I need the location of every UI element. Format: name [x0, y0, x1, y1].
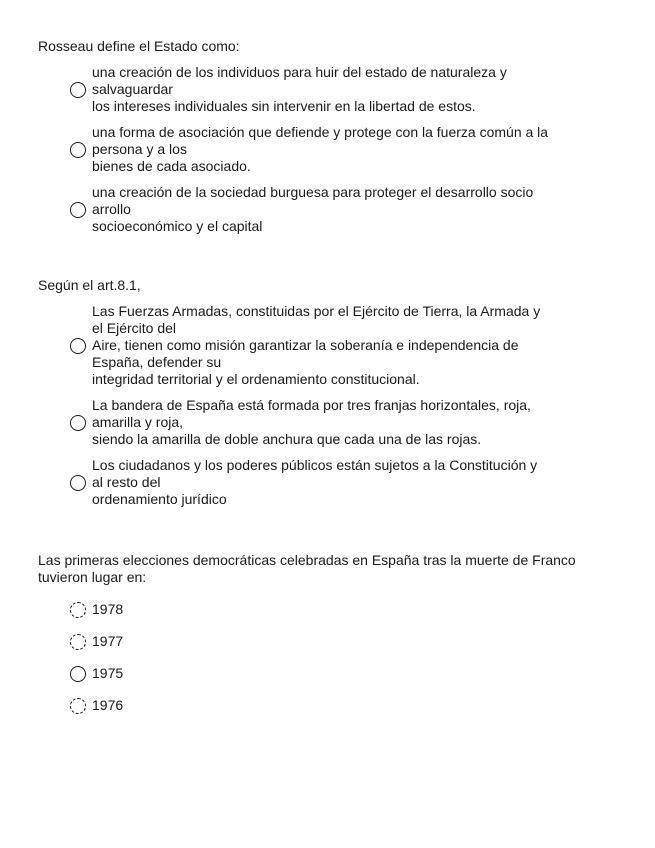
radio-button[interactable]: [70, 698, 86, 714]
question-text: Rosseau define el Estado como:: [38, 38, 240, 54]
radio-button[interactable]: [70, 602, 86, 618]
answer-option[interactable]: [70, 601, 628, 618]
radio-button[interactable]: [70, 634, 86, 650]
answer-text: 1976: [92, 697, 124, 713]
radio-button[interactable]: [70, 338, 86, 354]
answer-text: una forma de asociación que defiende y protege con la fuerza común a la persona y a los bienes de cada asociado.: [92, 124, 549, 174]
answer-option[interactable]: [70, 64, 628, 115]
answer-text: una creación de la sociedad burguesa para proteger el desarrollo socio arrollo socioeconómico y el capital: [92, 184, 534, 234]
answer-option[interactable]: [70, 633, 628, 650]
answer-option[interactable]: [70, 397, 628, 448]
answer-text: Las Fuerzas Armadas, constituidas por el Ejército de Tierra, la Armada y el Ejército del Aire, tienen como misión garantizar la soberanía e independencia de España, defender su integridad territorial y el ordenamiento constitucional.: [92, 303, 541, 387]
radio-button[interactable]: [70, 202, 86, 218]
answer-option[interactable]: [70, 697, 628, 714]
radio-button[interactable]: [70, 82, 86, 98]
answer-options: [38, 64, 628, 235]
radio-button[interactable]: [70, 415, 86, 431]
answer-text: Los ciudadanos y los poderes públicos están sujetos a la Constitución y al resto del ordenamiento jurídico: [92, 457, 538, 507]
radio-button[interactable]: [70, 666, 86, 682]
radio-button[interactable]: [70, 142, 86, 158]
question-text: Las primeras elecciones democráticas celebradas en España tras la muerte de Franco tuvieron lugar en:: [38, 552, 576, 585]
answer-options: [38, 303, 628, 508]
question-1: [38, 38, 628, 244]
question-2: [38, 277, 628, 517]
answer-text: 1977: [92, 633, 124, 649]
answer-text: 1978: [92, 601, 124, 617]
question-3: [38, 552, 628, 729]
answer-options: [38, 601, 628, 714]
answer-text: una creación de los individuos para huir del estado de naturaleza y salvaguardar los intereses individuales sin intervenir en la libertad de estos.: [92, 64, 507, 114]
question-text: Según el art.8.1,: [38, 277, 141, 293]
answer-option[interactable]: [70, 184, 628, 235]
radio-button[interactable]: [70, 475, 86, 491]
answer-option[interactable]: [70, 124, 628, 175]
answer-option[interactable]: [70, 457, 628, 508]
answer-option[interactable]: [70, 665, 628, 682]
answer-text: La bandera de España está formada por tres franjas horizontales, roja, amarilla y roja, siendo la amarilla de doble anchura que cada una de las rojas.: [92, 397, 531, 447]
answer-option[interactable]: [70, 303, 628, 388]
answer-text: 1975: [92, 665, 124, 681]
